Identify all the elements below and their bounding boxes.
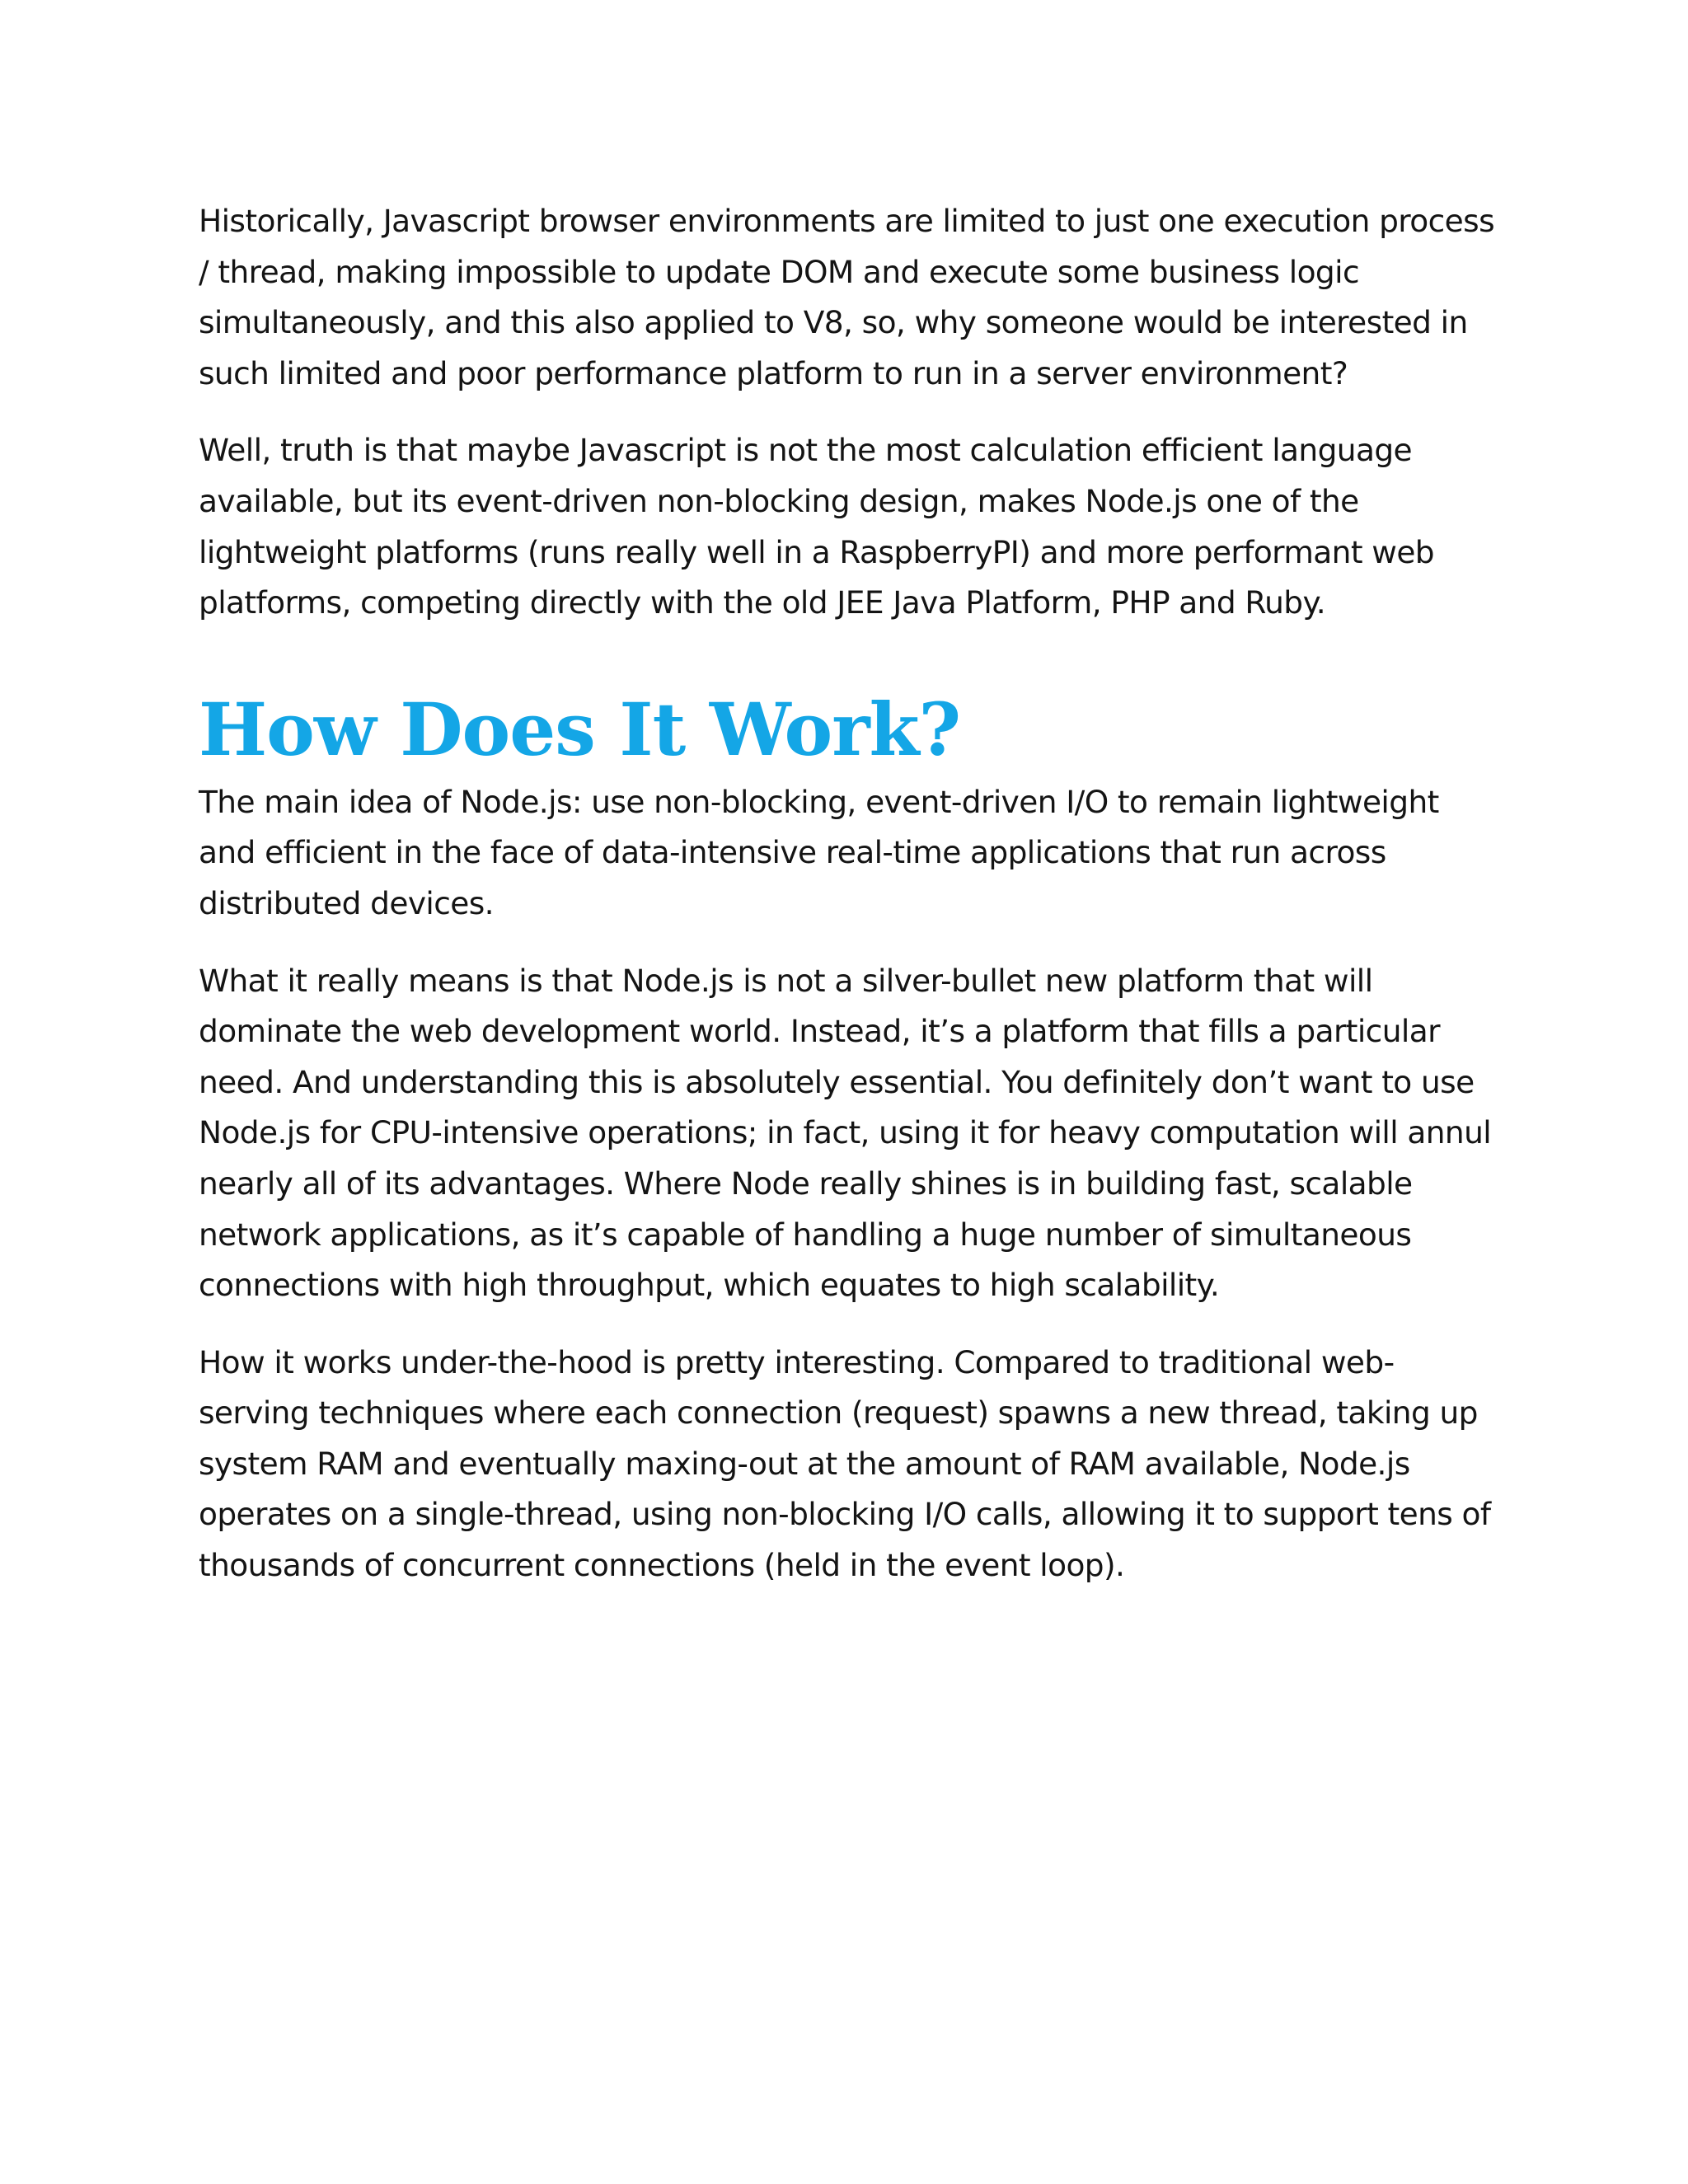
section-paragraph-3: How it works under-the-hood is pretty interesting. Compared to traditional web-serving techniques where each connection (request) spawns a new thread, taking up system RAM and eventually maxing-out at the amount of RAM available, Node.js operates on a single-thread, using non-blocking I/O calls, allowing it to support tens of thousands of concurrent connections (held in the event loop).: [199, 1343, 1491, 1584]
document-body: [199, 196, 1501, 1618]
intro-paragraph-2: Well, truth is that maybe Javascript is not the most calculation efficient language available, but its event-driven non-blocking design, makes Node.js one of the lightweight platforms (runs really well in a RaspberryPI) and more performant web platforms, competing directly with the old JEE Java Platform, PHP and Ruby.: [199, 432, 1434, 621]
section-paragraph-2: What it really means is that Node.js is not a silver-bullet new platform that will dominate the web development world. Instead, it’s a platform that fills a particular need. And understanding this is absolutely essential. You definitely don’t want to use Node.js for CPU-intensive operations; in fact, using it for heavy computation will annul nearly all of its advantages. Where Node really shines is in building fast, scalable network applications, as it’s capable of handling a huge number of simultaneous connections with high throughput, which equates to high scalability.: [199, 962, 1492, 1304]
section-heading: How Does It Work?: [199, 686, 961, 772]
intro-paragraph-1: Historically, Javascript browser environments are limited to just one execution process / thread, making impossible to update DOM and execute some business logic simultaneously, and this also applied to V8, so, why someone would be interested in such limited and poor performance platform to run in a server environment?: [199, 203, 1495, 391]
section-paragraph-1: The main idea of Node.js: use non-blocking, event-driven I/O to remain lightweight and efficient in the face of data-intensive real-time applications that run across distributed devices.: [199, 783, 1439, 921]
